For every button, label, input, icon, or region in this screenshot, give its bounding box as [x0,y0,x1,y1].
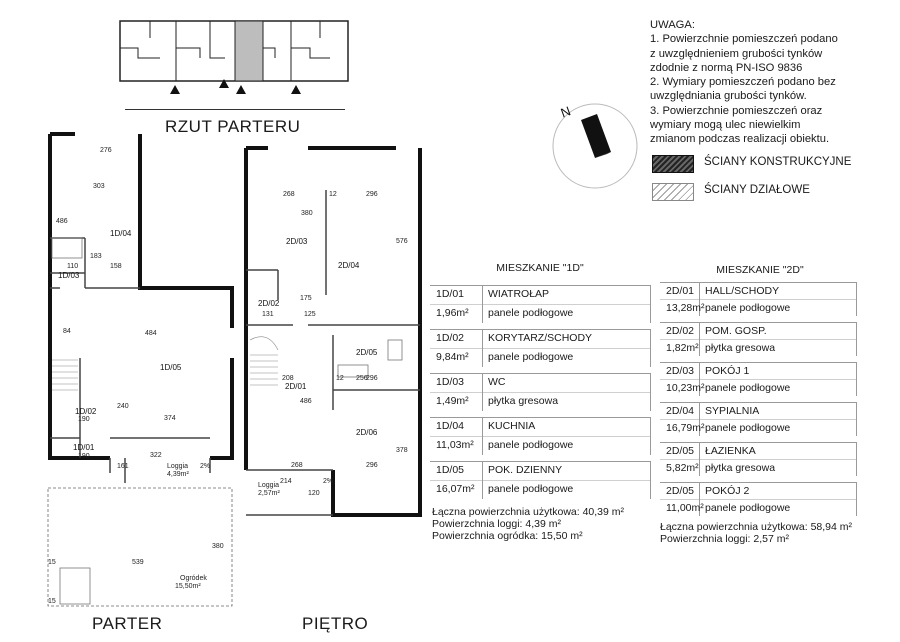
partition-wall-swatch [652,183,694,201]
room-2d-04-label: 2D/04 [338,261,360,270]
table-row [430,373,650,417]
dim-label: 296 [366,191,378,198]
room-1d-04-label: 1D/04 [110,229,132,238]
dim-label: 378 [396,447,408,454]
key-plan [110,18,355,100]
title-underline [125,109,345,110]
room-area: 5,82m² [666,462,699,474]
dim-label: 296 [366,462,378,469]
room-floor: panele podłogowe [488,307,574,319]
room-area: 10,23m² [666,382,705,394]
room-code: 1D/02 [436,332,465,344]
room-name: KORYTARZ/SCHODY [488,332,593,344]
summary-line: Powierzchnia loggi: 4,39 m² [432,518,561,530]
note-line: wymiary mogą ulec niewielkim [650,119,801,132]
room-area: 11,03m² [436,439,474,451]
dim-label: 110 [67,263,79,270]
legend-structural-label: ŚCIANY KONSTRUKCYJNE [704,156,852,168]
room-1d-02-label: 1D/02 [75,407,97,416]
room-name: WC [488,376,506,388]
room-code: 2D/03 [666,365,695,377]
dim-label: 240 [117,403,129,410]
ground-floor-plan [40,128,240,612]
dim-label: 120 [308,490,320,497]
table-row [660,362,856,402]
dim-label: 15 [48,559,56,566]
dim-label: 214 [280,478,292,485]
dim-label: 2% [200,463,211,470]
room-name: POKÓJ 2 [705,485,750,497]
room-floor: panele podłogowe [488,351,574,363]
dim-label: 2% [323,478,334,485]
room-floor: panele podłogowe [705,422,791,434]
room-area: 1,49m² [436,395,469,407]
dim-label: 268 [291,462,303,469]
notes-block [650,18,890,147]
dim-label: 322 [150,452,162,459]
room-name: SYPIALNIA [705,405,760,417]
room-area: 16,79m² [666,422,705,434]
summary-line: Łączna powierzchnia użytkowa: 40,39 m² [432,506,625,518]
table-1d-title: MIESZKANIE "1D" [496,262,584,274]
room-name: ŁAZIENKA [705,445,756,457]
room-floor: panele podłogowe [705,302,791,314]
room-code: 2D/02 [666,325,695,337]
dim-label: 15 [48,598,56,605]
room-2d-01-label: 2D/01 [285,382,307,391]
loggia-area: 2,57m² [258,490,280,497]
room-name: HALL/SCHODY [705,285,780,297]
table-row [660,282,856,322]
dim-label: 208 [282,375,294,382]
note-line: z uwzględnieniem grubości tynków [650,47,823,60]
room-floor: panele podłogowe [488,439,574,451]
table-row [660,442,856,482]
note-line: 2. Wymiary pomieszczeń podano bez [650,76,836,89]
room-2d-05-label: 2D/05 [356,348,378,357]
room-code: 2D/05 [666,485,695,497]
dim-label: 296 [366,375,378,382]
dim-label: 175 [300,295,312,302]
room-area: 13,28m² [666,302,705,314]
table-row [660,482,856,522]
dim-label: 131 [262,311,274,318]
room-code: 1D/05 [436,464,465,476]
dim-label: 576 [396,238,408,245]
table-row [660,322,856,362]
room-floor: płytka gresowa [705,462,776,474]
dim-label: 256 [356,375,368,382]
summary-1d [432,506,624,542]
room-floor: panele podłogowe [705,382,791,394]
room-name: POKÓJ 1 [705,365,750,377]
room-2d-03-label: 2D/03 [286,237,308,246]
room-code: 2D/04 [666,405,695,417]
room-code: 1D/04 [436,420,465,432]
room-area: 1,96m² [436,307,469,319]
table-row [430,417,650,461]
room-name: POK. DZIENNY [488,464,563,476]
summary-line: Powierzchnia ogródka: 15,50 m² [432,530,583,542]
dim-label: 84 [63,328,71,335]
dim-label: 380 [212,543,224,550]
upper-floor-label: PIĘTRO [302,614,369,633]
table-row [430,461,650,505]
compass-icon [545,100,645,192]
loggia-area: 4,39m² [167,471,189,478]
page-title: RZUT PARTERU [165,117,301,136]
room-name: POM. GOSP. [705,325,767,337]
table-2d-title: MIESZKANIE "2D" [716,264,804,276]
loggia-label: Loggia [258,482,280,489]
room-floor: panele podłogowe [705,502,791,514]
compass-n-label: N [558,103,573,121]
summary-2d [660,521,852,545]
loggia-label: Loggia [167,463,189,470]
room-code: 2D/01 [666,285,695,297]
room-area: 9,84m² [436,351,469,363]
room-name: KUCHNIA [488,420,536,432]
room-code: 1D/03 [436,376,465,388]
dim-label: 380 [301,210,313,217]
room-floor: płytka gresowa [705,342,776,354]
room-2d-02-label: 2D/02 [258,299,280,308]
dim-label: 486 [300,398,312,405]
dim-label: 190 [78,416,90,423]
dim-label: 374 [164,415,176,422]
note-line: uwzględniania grubości tynków. [650,90,807,103]
ground-floor-label: PARTER [92,614,163,633]
note-line: UWAGA: [650,19,695,31]
note-line: zdodnie z normą PN-ISO 9836 [650,61,803,74]
dim-label: 486 [56,218,68,225]
dim-label: 190 [78,453,90,460]
summary-line: Łączna powierzchnia użytkowa: 58,94 m² [660,521,853,533]
note-line: zmianom podczas realizacji obiektu. [650,133,830,146]
room-code: 2D/05 [666,445,695,457]
room-2d-06-label: 2D/06 [356,428,378,437]
room-name: WIATROŁAP [488,288,550,300]
dim-label: 125 [304,311,316,318]
room-area: 1,82m² [666,342,699,354]
room-floor: płytka gresowa [488,395,559,407]
upper-floor-plan [238,140,428,525]
garden-label: Ogródek [180,575,207,582]
table-row [430,285,650,329]
dim-label: 12 [329,191,337,198]
room-area: 11,00m² [666,502,704,514]
note-line: 1. Powierzchnie pomieszczeń podano [650,33,838,46]
room-1d-05-label: 1D/05 [160,363,182,372]
room-1d-01-label: 1D/01 [73,443,95,452]
room-code: 1D/01 [436,288,465,300]
dim-label: 276 [100,147,112,154]
note-line: 3. Powierzchnie pomieszczeń oraz [650,104,823,117]
table-row [660,402,856,442]
room-floor: panele podłogowe [488,483,574,495]
dim-label: 158 [110,263,122,270]
dim-label: 268 [283,191,295,198]
dim-label: 303 [93,183,105,190]
room-area: 16,07m² [436,483,475,495]
dim-label: 183 [90,253,102,260]
dim-label: 484 [145,330,157,337]
legend-partition-label: ŚCIANY DZIAŁOWE [704,184,810,196]
garden-area: 15,50m² [175,583,201,590]
table-row [430,329,650,373]
dim-label: 161 [117,463,129,470]
structural-wall-swatch [652,155,694,173]
dim-label: 539 [132,559,144,566]
room-1d-03-label: 1D/03 [58,271,80,280]
dim-label: 12 [336,375,344,382]
summary-line: Powierzchnia loggi: 2,57 m² [660,533,789,545]
